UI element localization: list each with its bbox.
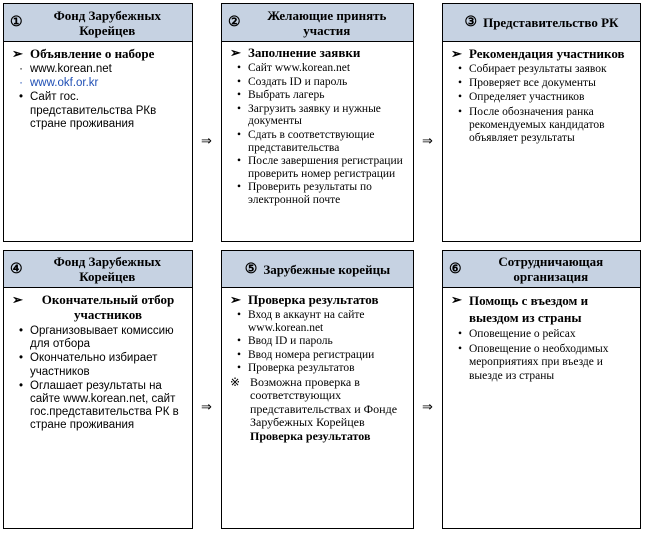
note xyxy=(230,376,407,444)
list-item: • Проверить результаты по электронной почте xyxy=(236,181,372,206)
arrowhead-icon: ➢ xyxy=(12,46,23,61)
arrowhead-icon: ➢ xyxy=(451,292,462,307)
arrowhead-icon: ➢ xyxy=(12,292,23,307)
flow-arrow: ⇒ xyxy=(201,134,212,149)
arrowhead-icon: ➢ xyxy=(451,46,462,61)
step-header xyxy=(222,4,413,42)
list-item: • Определяет участников xyxy=(457,91,585,104)
step-title: Желающие принять участия xyxy=(267,7,387,38)
list-item: • Сайт гос. представительства РКв стране проживания xyxy=(18,91,157,130)
step-title: Представительство РК xyxy=(483,15,619,30)
item-list xyxy=(12,325,186,433)
step-box-5 xyxy=(221,250,414,529)
list-item: • Вход в аккаунт на сайте www.korean.net xyxy=(236,309,365,334)
step-header xyxy=(4,4,192,42)
step-number: ⑥ xyxy=(449,261,462,277)
list-item: • Загрузить заявку и нужные документы xyxy=(236,102,381,128)
step-box-4 xyxy=(3,250,193,529)
step-number: ④ xyxy=(10,261,23,277)
step-title: Сотрудничающая организация xyxy=(498,254,604,284)
step-header xyxy=(4,251,192,288)
list-item: • Проверка результатов xyxy=(236,362,355,375)
step-header xyxy=(443,4,640,42)
list-item: • Выбрать лагерь xyxy=(236,89,325,102)
step-header xyxy=(443,251,640,288)
step-number: ③ xyxy=(464,15,478,30)
step-body xyxy=(4,42,192,131)
list-item: • Оглашает результаты на сайте www.korean.net, сайт гос.представительства РК в стране проживания xyxy=(18,379,179,432)
section-heading: ➢ Помощь с въездом и выездом из страны xyxy=(451,292,589,325)
section-heading: ➢ Окончательный отбор участников xyxy=(12,292,175,322)
section-heading: ➢ Объявление о наборе xyxy=(12,46,155,61)
item-list xyxy=(230,309,407,375)
list-item: • Создать ID и пароль xyxy=(236,75,348,88)
list-item: · www.okf.or.kr xyxy=(19,77,99,90)
step-body xyxy=(443,288,640,383)
list-item: • Организовывает комиссию для отбора xyxy=(18,325,174,351)
list-item: • Ввод номера регистрации xyxy=(236,348,375,361)
list-item: • Окончательно избирает участников xyxy=(18,352,158,378)
step-box-1 xyxy=(3,3,193,242)
list-item: • После завершения регистрации проверить номер регистрации xyxy=(236,155,403,180)
step-title: Зарубежные корейцы xyxy=(263,261,391,277)
item-list xyxy=(451,328,634,383)
list-item: • Оповещение о рейсах xyxy=(457,328,576,340)
step-body xyxy=(222,42,413,207)
step-number: ① xyxy=(10,15,23,30)
flow-arrow: ⇒ xyxy=(422,400,433,415)
section-heading: ➢ Проверка результатов xyxy=(230,292,379,307)
step-body xyxy=(443,42,640,145)
section-heading: ➢ Рекомендация участников xyxy=(451,46,625,61)
step-box-3 xyxy=(442,3,641,242)
list-item: • Собирает результаты заявок xyxy=(457,63,607,75)
step-body xyxy=(222,288,413,443)
list-item: • Оповещение о необходимых мероприятиях при въезде и выезде из страны xyxy=(457,342,609,382)
step-header xyxy=(222,251,413,288)
section-heading: ➢ Заполнение заявки xyxy=(230,45,361,60)
step-title: Фонд Зарубежных Корейцев xyxy=(53,7,161,38)
list-item: • Сайт www.korean.net xyxy=(236,62,351,74)
list-item: • Сдать в соответствующие представительства xyxy=(236,128,375,154)
step-number: ② xyxy=(228,15,241,30)
step-box-6 xyxy=(442,250,641,529)
reference-mark-icon: ※ xyxy=(230,374,241,389)
step-number: ⑤ xyxy=(244,261,258,277)
step-body xyxy=(4,288,192,433)
flow-arrow: ⇒ xyxy=(422,134,433,149)
arrowhead-icon: ➢ xyxy=(230,292,241,307)
note-bold-text: Проверка результатов xyxy=(250,428,371,443)
item-list xyxy=(230,62,407,207)
step-box-2 xyxy=(221,3,414,242)
list-item: • После обозначения ранка рекомендуемых кандидатов объявляет результаты xyxy=(457,105,605,145)
list-item: • Ввод ID и пароль xyxy=(236,335,333,348)
note-text: Возможна проверка в соответствующих представительствах и Фонде Зарубежных Корейцев xyxy=(250,374,398,430)
list-item: • Проверяет все документы xyxy=(457,77,596,90)
arrowhead-icon: ➢ xyxy=(230,45,241,60)
step-title: Фонд Зарубежных Корейцев xyxy=(53,254,161,284)
item-list xyxy=(451,63,634,145)
list-item: · www.korean.net xyxy=(19,63,112,75)
item-list xyxy=(12,63,186,131)
flow-arrow: ⇒ xyxy=(201,400,212,415)
